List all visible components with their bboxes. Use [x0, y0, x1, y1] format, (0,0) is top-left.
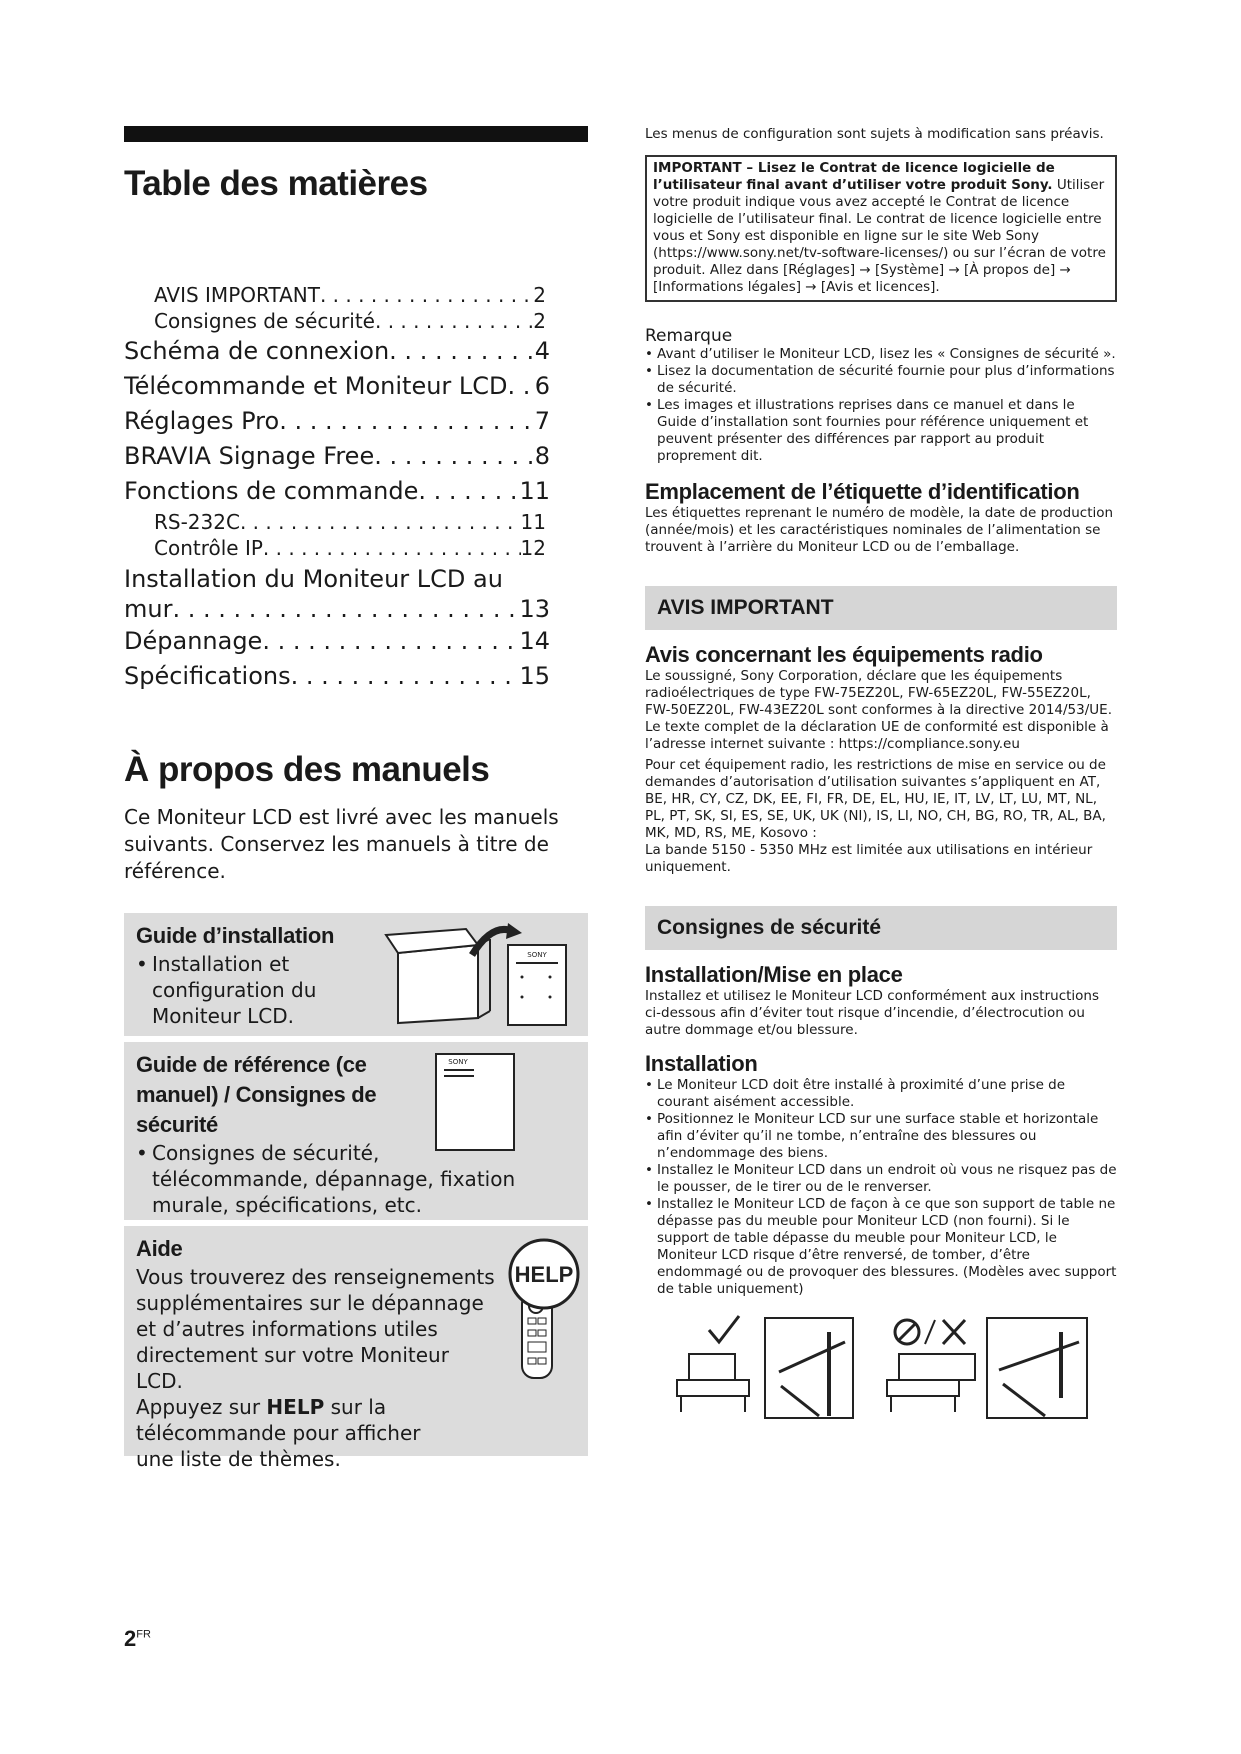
help-icon-label: HELP	[514, 1262, 574, 1287]
installation-item: • Positionnez le Moniteur LCD sur une surface stable et horizontale afin d’éviter qu’il ne tombe, n’entraîne des blessures ou n’endommage des biens.	[645, 1111, 1099, 1161]
toc-entry[interactable]: RS-232C . . . 11	[124, 509, 588, 535]
remarque-item: • Avant d’utiliser le Moniteur LCD, lisez les « Consignes de sécurité ».	[645, 346, 1116, 362]
right-column	[645, 126, 1117, 1422]
toc-entry[interactable]: Installation du Moniteur LCD au mur . . . 13	[124, 564, 588, 624]
label-location-title: Emplacement de l’étiquette d’identification	[645, 479, 1080, 504]
installation-item: • Installez le Moniteur LCD de façon à ce que son support de table ne dépasse pas du meuble pour Moniteur LCD (non fourni). Si le support de table dépasse du meuble pour Moniteur LCD, le Moniteur LCD risque d’être renversé, de tomber, d’être endommagé ou de provoquer des blessures. (Modèles avec support de table uniquement)	[645, 1196, 1117, 1297]
install-guide-box: Guide d’installation • Installation et configuration du Moniteur LCD. SONY	[124, 913, 588, 1036]
toc-entry[interactable]: Dépannage . . . 14	[124, 624, 588, 659]
about-manuals-text: Ce Moniteur LCD est livré avec les manuels suivants. Conservez les manuels à titre de référence.	[124, 805, 559, 883]
toc-entry[interactable]: AVIS IMPORTANT . . . 2	[124, 282, 588, 308]
install-place-title: Installation/Mise en place	[645, 962, 903, 987]
safety-band: Consignes de sécurité	[645, 906, 1117, 950]
installation-title: Installation	[645, 1051, 758, 1076]
toc-entry[interactable]: Réglages Pro . . . 7	[124, 404, 588, 439]
remarque-item: • Les images et illustrations reprises dans ce manuel et dans le Guide d’installation sont fournies pour référence uniquement et peuvent présenter des différences par rapport au produit proprement dit.	[645, 397, 1089, 464]
sony-label-text: SONY	[448, 1058, 468, 1066]
cross-icon	[943, 1320, 965, 1344]
help-title: Aide	[136, 1236, 183, 1261]
about-manuals-title: À propos des manuels	[124, 750, 490, 789]
manual-book-icon	[434, 1052, 518, 1154]
radio-notice-title: Avis concernant les équipements radio	[645, 642, 1043, 667]
checkmark-icon	[709, 1316, 739, 1342]
toc-entry[interactable]: Schéma de connexion . . . 4	[124, 334, 588, 369]
help-box	[124, 1226, 588, 1471]
reference-guide-box: Guide de référence (ce manuel) / Consignes de sécurité • Consignes de sécurité, télécommande, dépannage, fixation murale, spécifications, etc. SONY	[124, 1042, 588, 1220]
toc-entry[interactable]: Spécifications . . . 15	[124, 659, 588, 694]
toc-entry[interactable]: Fonctions de commande . . . 11	[124, 474, 588, 509]
install-place-text: Installez et utilisez le Moniteur LCD conformément aux instructions ci-dessous afin d’éviter tout risque d’incendie, d’électrocution ou autre dommage et/ou blessure.	[645, 988, 1100, 1038]
toc-entry[interactable]: BRAVIA Signage Free . . . 8	[124, 439, 588, 474]
label-location-text: Les étiquettes reprenant le numéro de modèle, la date de production (année/mois) et les caractéristiques nominales de l’alimentation se trouvent à l’arrière du Moniteur LCD ou de l’emballage.	[645, 505, 1114, 555]
toc-entry[interactable]: Télécommande et Moniteur LCD . . . 6	[124, 369, 588, 404]
radio-band-text: La bande 5150 - 5350 MHz est limitée aux utilisations en intérieur uniquement.	[645, 842, 1093, 875]
toc-entry[interactable]: Contrôle IP . . . 12	[124, 535, 588, 561]
avis-important-band: AVIS IMPORTANT	[645, 586, 1117, 630]
config-menus-note: Les menus de configuration sont sujets à modification sans préavis.	[645, 126, 1104, 142]
radio-restrictions-text: Pour cet équipement radio, les restrictions de mise en service ou de demandes d’autorisation d’utilisation suivantes s’appliquent en AT, BE, HR, CY, CZ, DK, EE, FI, FR, DE, EL, HU, IE, IT, LV, LT, LU, MT, NL, PL, PT, SK, SI, ES, SE, UK, UK (NI), IS, LI, NO, CH, BG, RO, TR, AL, BA, MK, MD, RS, ME, Kosovo :	[645, 757, 1106, 841]
installation-item: • Le Moniteur LCD doit être installé à proximité d’une prise de courant aisément accessible.	[645, 1077, 1066, 1110]
stand-placement-illustration	[669, 1312, 1099, 1422]
help-remote-icon	[500, 1234, 586, 1384]
help-text: Vous trouverez des renseignements supplémentaires sur le dépannage et d’autres informations utiles directement sur votre Moniteur LCD.	[136, 1265, 495, 1393]
toc-title: Table des matières	[124, 164, 428, 203]
table-of-contents	[124, 282, 588, 694]
reference-guide-bullet: Consignes de sécurité, télécommande, dépannage, fixation murale, spécifications, etc.	[152, 1141, 516, 1217]
remarque-item: • Lisez la documentation de sécurité fournie pour plus d’informations de sécurité.	[645, 363, 1115, 396]
reference-guide-title: Guide de référence (ce manuel) / Consignes de sécurité	[136, 1052, 377, 1137]
install-guide-bullet: Installation et configuration du Moniteur LCD.	[152, 952, 317, 1028]
remarque-title: Remarque	[645, 326, 733, 346]
section-top-bar	[124, 126, 588, 142]
page-number: $2^{FR}$	[124, 1626, 151, 1651]
important-license-box: IMPORTANT – Lisez le Contrat de licence logicielle de l’utilisateur final avant d’utiliser votre produit Sony. Utiliser votre produit indique vous avez accepté le Contrat de licence logicielle de l’utilisateur final. Le contrat de licence logicielle entre vous et Sony est disponible en ligne sur le site Web Sony (https://www.sony.net/tv-software-licenses/) ou sur l’écran de votre produit. Allez dans [Réglages] → [Système] → [À propos de] → [Informations légales] → [Avis et licences].	[645, 155, 1117, 302]
sony-label-text: SONY	[527, 951, 547, 959]
installation-item: • Installez le Moniteur LCD dans un endroit où vous ne risquez pas de le pousser, de le tirer ou de le renverser.	[645, 1162, 1117, 1195]
help-press-text: Appuyez sur HELP sur la télécommande pour afficher une liste de thèmes.	[136, 1395, 421, 1471]
radio-notice-text: Le soussigné, Sony Corporation, déclare que les équipements radioélectriques de type FW-75EZ20L, FW-65EZ20L, FW-55EZ20L, FW-50EZ20L, FW-43EZ20L sont conformes à la directive 2014/53/UE. Le texte complet de la déclaration UE de conformité est disponible à l’adresse internet suivante : https://compliance.sony.eu	[645, 668, 1112, 752]
toc-entry[interactable]: Consignes de sécurité . . . 2	[124, 308, 588, 334]
box-illustration-icon	[382, 923, 572, 1027]
left-column	[124, 126, 588, 1471]
install-guide-title: Guide d’installation	[136, 923, 335, 948]
